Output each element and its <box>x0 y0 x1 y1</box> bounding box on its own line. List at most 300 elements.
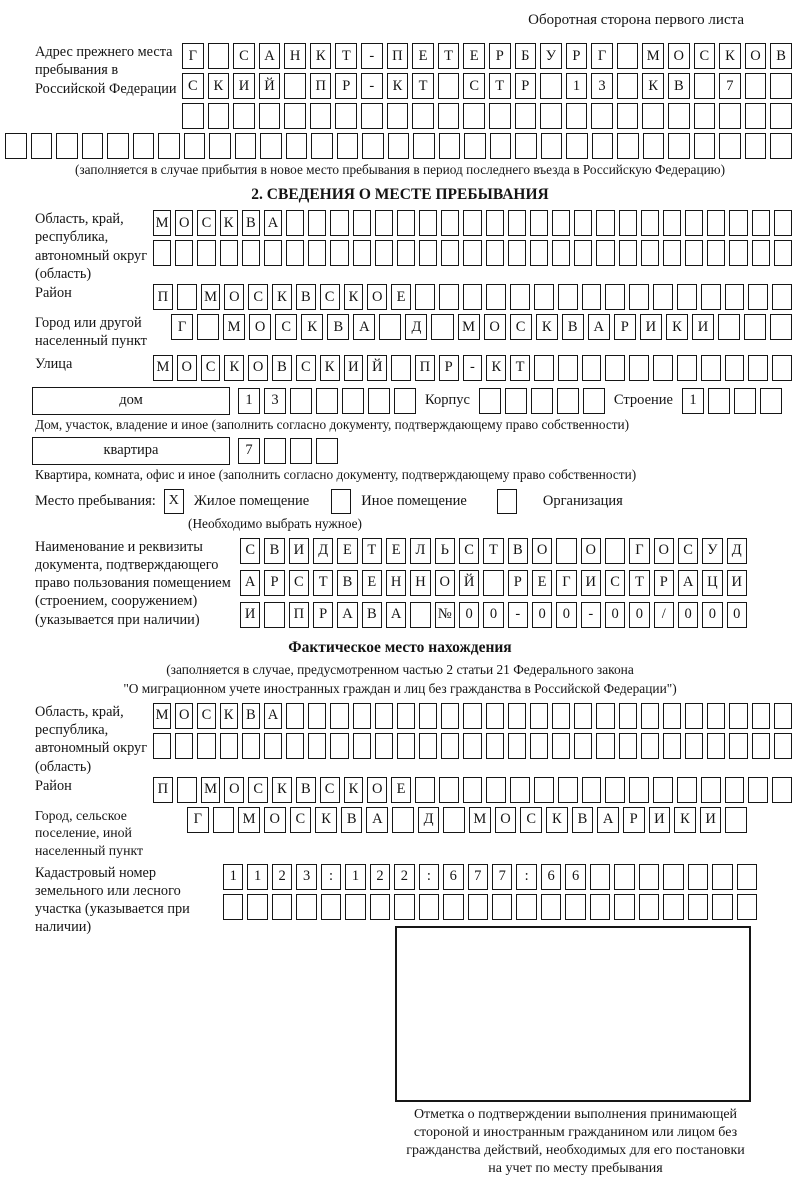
char-cell[interactable] <box>486 284 506 310</box>
char-cell[interactable] <box>663 733 681 759</box>
char-cell[interactable]: К <box>344 284 364 310</box>
char-cell[interactable] <box>774 210 792 236</box>
char-cell[interactable] <box>592 133 614 159</box>
char-cell[interactable]: А <box>353 314 375 340</box>
char-cell[interactable]: В <box>242 210 260 236</box>
char-cell[interactable] <box>629 355 649 381</box>
char-cell[interactable] <box>463 703 481 729</box>
char-cell[interactable] <box>308 733 326 759</box>
char-cell[interactable]: С <box>197 703 215 729</box>
char-cell[interactable] <box>153 733 171 759</box>
char-cell[interactable] <box>242 240 260 266</box>
char-cell[interactable] <box>701 355 721 381</box>
char-cell[interactable]: А <box>588 314 610 340</box>
char-cell[interactable] <box>596 240 614 266</box>
char-cell[interactable]: К <box>546 807 568 833</box>
char-cell[interactable]: К <box>536 314 558 340</box>
char-cell[interactable] <box>617 73 639 99</box>
char-cell[interactable]: Т <box>489 73 511 99</box>
char-cell[interactable]: В <box>562 314 584 340</box>
char-cell[interactable] <box>413 133 435 159</box>
char-cell[interactable] <box>677 284 697 310</box>
char-cell[interactable] <box>582 355 602 381</box>
char-cell[interactable] <box>370 894 390 920</box>
char-cell[interactable]: Е <box>391 777 411 803</box>
char-cell[interactable] <box>596 703 614 729</box>
char-cell[interactable]: 7 <box>492 864 512 890</box>
char-cell[interactable] <box>463 240 481 266</box>
char-cell[interactable] <box>286 133 308 159</box>
char-cell[interactable]: 0 <box>629 602 649 628</box>
char-cell[interactable]: И <box>581 570 601 596</box>
char-cell[interactable] <box>565 894 585 920</box>
char-cell[interactable] <box>614 864 634 890</box>
char-cell[interactable] <box>153 240 171 266</box>
char-cell[interactable] <box>619 210 637 236</box>
char-cell[interactable]: Й <box>367 355 387 381</box>
char-cell[interactable]: В <box>296 284 316 310</box>
char-cell[interactable] <box>774 733 792 759</box>
char-cell[interactable] <box>177 284 197 310</box>
char-cell[interactable]: А <box>259 43 281 69</box>
char-cell[interactable] <box>508 210 526 236</box>
char-cell[interactable]: Г <box>182 43 204 69</box>
char-cell[interactable]: 1 <box>223 864 243 890</box>
char-cell[interactable] <box>642 103 664 129</box>
char-cell[interactable]: 1 <box>682 388 704 414</box>
char-cell[interactable]: Г <box>591 43 613 69</box>
char-cell[interactable]: Д <box>313 538 333 564</box>
char-cell[interactable] <box>410 602 430 628</box>
char-cell[interactable] <box>639 864 659 890</box>
char-cell[interactable]: В <box>242 703 260 729</box>
char-cell[interactable]: И <box>727 570 747 596</box>
char-cell[interactable]: Й <box>459 570 479 596</box>
char-cell[interactable]: К <box>666 314 688 340</box>
char-cell[interactable]: Т <box>510 355 530 381</box>
char-cell[interactable]: А <box>678 570 698 596</box>
char-cell[interactable]: Р <box>335 73 357 99</box>
char-cell[interactable] <box>175 733 193 759</box>
char-cell[interactable] <box>574 210 592 236</box>
char-cell[interactable]: С <box>605 570 625 596</box>
char-cell[interactable]: - <box>463 355 483 381</box>
char-cell[interactable]: А <box>337 602 357 628</box>
char-cell[interactable] <box>617 103 639 129</box>
char-cell[interactable]: С <box>248 777 268 803</box>
char-cell[interactable] <box>566 103 588 129</box>
char-cell[interactable] <box>515 103 537 129</box>
char-cell[interactable]: В <box>770 43 792 69</box>
char-cell[interactable]: К <box>208 73 230 99</box>
char-cell[interactable] <box>558 355 578 381</box>
char-cell[interactable] <box>557 388 579 414</box>
char-cell[interactable] <box>308 240 326 266</box>
char-cell[interactable] <box>345 894 365 920</box>
char-cell[interactable] <box>629 777 649 803</box>
char-cell[interactable] <box>441 733 459 759</box>
char-cell[interactable]: К <box>301 314 323 340</box>
char-cell[interactable] <box>379 314 401 340</box>
char-cell[interactable] <box>375 703 393 729</box>
char-cell[interactable] <box>541 894 561 920</box>
char-cell[interactable] <box>688 864 708 890</box>
char-cell[interactable] <box>158 133 180 159</box>
char-cell[interactable]: Т <box>412 73 434 99</box>
char-cell[interactable] <box>534 355 554 381</box>
char-cell[interactable] <box>605 355 625 381</box>
char-cell[interactable]: К <box>642 73 664 99</box>
char-cell[interactable] <box>770 73 792 99</box>
char-cell[interactable]: И <box>240 602 260 628</box>
char-cell[interactable] <box>653 284 673 310</box>
char-cell[interactable]: П <box>289 602 309 628</box>
char-cell[interactable] <box>605 777 625 803</box>
char-cell[interactable] <box>361 103 383 129</box>
char-cell[interactable] <box>419 703 437 729</box>
char-cell[interactable] <box>419 240 437 266</box>
char-cell[interactable]: К <box>674 807 696 833</box>
char-cell[interactable] <box>82 133 104 159</box>
char-cell[interactable]: Е <box>463 43 485 69</box>
char-cell[interactable]: 7 <box>238 438 260 464</box>
char-cell[interactable] <box>419 894 439 920</box>
char-cell[interactable] <box>486 777 506 803</box>
char-cell[interactable] <box>540 73 562 99</box>
char-cell[interactable] <box>677 355 697 381</box>
char-cell[interactable]: 6 <box>565 864 585 890</box>
char-cell[interactable]: К <box>310 43 332 69</box>
char-cell[interactable] <box>617 43 639 69</box>
char-cell[interactable] <box>415 284 435 310</box>
char-cell[interactable] <box>264 733 282 759</box>
char-cell[interactable] <box>653 355 673 381</box>
char-cell[interactable]: П <box>310 73 332 99</box>
char-cell[interactable] <box>463 777 483 803</box>
char-cell[interactable] <box>541 133 563 159</box>
char-cell[interactable] <box>235 133 257 159</box>
char-cell[interactable] <box>752 240 770 266</box>
char-cell[interactable] <box>260 133 282 159</box>
char-cell[interactable] <box>264 438 286 464</box>
char-cell[interactable] <box>685 733 703 759</box>
char-cell[interactable] <box>392 807 414 833</box>
organizatsiya-checkbox[interactable] <box>497 489 517 514</box>
char-cell[interactable]: 1 <box>238 388 260 414</box>
char-cell[interactable] <box>619 733 637 759</box>
char-cell[interactable] <box>663 240 681 266</box>
char-cell[interactable] <box>375 733 393 759</box>
char-cell[interactable] <box>330 240 348 266</box>
char-cell[interactable]: Т <box>313 570 333 596</box>
char-cell[interactable] <box>412 103 434 129</box>
char-cell[interactable] <box>242 733 260 759</box>
char-cell[interactable] <box>247 894 267 920</box>
char-cell[interactable] <box>694 73 716 99</box>
char-cell[interactable] <box>177 777 197 803</box>
char-cell[interactable] <box>701 777 721 803</box>
char-cell[interactable]: Г <box>629 538 649 564</box>
char-cell[interactable]: Е <box>412 43 434 69</box>
char-cell[interactable] <box>439 777 459 803</box>
char-cell[interactable] <box>486 733 504 759</box>
char-cell[interactable]: К <box>272 284 292 310</box>
char-cell[interactable] <box>663 864 683 890</box>
char-cell[interactable]: О <box>177 355 197 381</box>
char-cell[interactable]: К <box>344 777 364 803</box>
char-cell[interactable]: В <box>272 355 292 381</box>
char-cell[interactable]: С <box>201 355 221 381</box>
char-cell[interactable] <box>394 894 414 920</box>
char-cell[interactable] <box>316 388 338 414</box>
char-cell[interactable] <box>516 894 536 920</box>
char-cell[interactable]: Н <box>284 43 306 69</box>
char-cell[interactable] <box>745 103 767 129</box>
char-cell[interactable]: Р <box>623 807 645 833</box>
char-cell[interactable]: И <box>640 314 662 340</box>
char-cell[interactable]: Л <box>410 538 430 564</box>
char-cell[interactable]: Г <box>556 570 576 596</box>
char-cell[interactable] <box>286 733 304 759</box>
char-cell[interactable]: Н <box>386 570 406 596</box>
char-cell[interactable] <box>463 733 481 759</box>
char-cell[interactable] <box>391 355 411 381</box>
char-cell[interactable] <box>718 314 740 340</box>
char-cell[interactable] <box>486 240 504 266</box>
char-cell[interactable] <box>729 733 747 759</box>
char-cell[interactable]: Й <box>259 73 281 99</box>
char-cell[interactable] <box>725 807 747 833</box>
char-cell[interactable] <box>641 210 659 236</box>
char-cell[interactable] <box>264 240 282 266</box>
char-cell[interactable] <box>330 733 348 759</box>
char-cell[interactable]: - <box>361 43 383 69</box>
char-cell[interactable] <box>182 103 204 129</box>
char-cell[interactable]: - <box>581 602 601 628</box>
char-cell[interactable] <box>770 103 792 129</box>
char-cell[interactable] <box>220 240 238 266</box>
char-cell[interactable] <box>653 777 673 803</box>
char-cell[interactable] <box>668 103 690 129</box>
char-cell[interactable]: Р <box>508 570 528 596</box>
char-cell[interactable] <box>694 103 716 129</box>
char-cell[interactable] <box>558 777 578 803</box>
char-cell[interactable] <box>264 602 284 628</box>
char-cell[interactable]: И <box>233 73 255 99</box>
char-cell[interactable] <box>330 210 348 236</box>
char-cell[interactable]: Р <box>489 43 511 69</box>
char-cell[interactable]: К <box>224 355 244 381</box>
char-cell[interactable]: : <box>419 864 439 890</box>
char-cell[interactable]: А <box>386 602 406 628</box>
char-cell[interactable] <box>685 703 703 729</box>
char-cell[interactable]: Н <box>410 570 430 596</box>
char-cell[interactable] <box>737 894 757 920</box>
char-cell[interactable]: 3 <box>264 388 286 414</box>
char-cell[interactable]: М <box>469 807 491 833</box>
char-cell[interactable] <box>397 240 415 266</box>
char-cell[interactable] <box>438 73 460 99</box>
char-cell[interactable]: И <box>289 538 309 564</box>
char-cell[interactable] <box>353 733 371 759</box>
char-cell[interactable]: Т <box>629 570 649 596</box>
char-cell[interactable] <box>489 103 511 129</box>
char-cell[interactable] <box>530 210 548 236</box>
char-cell[interactable]: С <box>320 777 340 803</box>
char-cell[interactable]: Д <box>405 314 427 340</box>
char-cell[interactable]: О <box>484 314 506 340</box>
char-cell[interactable] <box>397 210 415 236</box>
char-cell[interactable]: О <box>175 210 193 236</box>
char-cell[interactable]: 1 <box>345 864 365 890</box>
char-cell[interactable]: М <box>153 210 171 236</box>
char-cell[interactable] <box>725 284 745 310</box>
char-cell[interactable] <box>707 210 725 236</box>
char-cell[interactable] <box>175 240 193 266</box>
char-cell[interactable] <box>719 103 741 129</box>
char-cell[interactable] <box>439 133 461 159</box>
char-cell[interactable]: П <box>153 777 173 803</box>
char-cell[interactable]: В <box>337 570 357 596</box>
char-cell[interactable]: П <box>415 355 435 381</box>
char-cell[interactable]: В <box>296 777 316 803</box>
char-cell[interactable] <box>708 388 730 414</box>
char-cell[interactable]: С <box>248 284 268 310</box>
char-cell[interactable]: 7 <box>468 864 488 890</box>
char-cell[interactable]: В <box>341 807 363 833</box>
char-cell[interactable] <box>209 133 231 159</box>
char-cell[interactable]: К <box>220 210 238 236</box>
char-cell[interactable]: Т <box>335 43 357 69</box>
char-cell[interactable] <box>591 103 613 129</box>
char-cell[interactable]: К <box>220 703 238 729</box>
char-cell[interactable]: О <box>367 284 387 310</box>
char-cell[interactable]: - <box>361 73 383 99</box>
char-cell[interactable] <box>387 103 409 129</box>
char-cell[interactable]: С <box>289 570 309 596</box>
char-cell[interactable] <box>617 133 639 159</box>
char-cell[interactable] <box>552 240 570 266</box>
char-cell[interactable]: Д <box>727 538 747 564</box>
char-cell[interactable] <box>641 703 659 729</box>
char-cell[interactable] <box>419 733 437 759</box>
char-cell[interactable]: Р <box>264 570 284 596</box>
char-cell[interactable]: С <box>678 538 698 564</box>
char-cell[interactable] <box>729 703 747 729</box>
char-cell[interactable] <box>752 210 770 236</box>
char-cell[interactable] <box>641 240 659 266</box>
char-cell[interactable] <box>490 133 512 159</box>
char-cell[interactable] <box>605 538 625 564</box>
char-cell[interactable]: О <box>248 355 268 381</box>
char-cell[interactable] <box>590 864 610 890</box>
char-cell[interactable] <box>530 240 548 266</box>
char-cell[interactable]: 0 <box>483 602 503 628</box>
char-cell[interactable]: Е <box>337 538 357 564</box>
char-cell[interactable] <box>685 240 703 266</box>
char-cell[interactable] <box>397 703 415 729</box>
char-cell[interactable] <box>725 355 745 381</box>
char-cell[interactable]: С <box>197 210 215 236</box>
char-cell[interactable] <box>774 240 792 266</box>
char-cell[interactable] <box>677 777 697 803</box>
char-cell[interactable] <box>619 703 637 729</box>
char-cell[interactable] <box>296 894 316 920</box>
char-cell[interactable]: Р <box>614 314 636 340</box>
char-cell[interactable]: И <box>692 314 714 340</box>
char-cell[interactable] <box>744 314 766 340</box>
char-cell[interactable] <box>486 703 504 729</box>
char-cell[interactable] <box>663 703 681 729</box>
char-cell[interactable]: К <box>387 73 409 99</box>
char-cell[interactable] <box>534 777 554 803</box>
char-cell[interactable]: 7 <box>719 73 741 99</box>
char-cell[interactable] <box>486 210 504 236</box>
char-cell[interactable] <box>259 103 281 129</box>
char-cell[interactable]: : <box>321 864 341 890</box>
char-cell[interactable]: С <box>459 538 479 564</box>
char-cell[interactable]: М <box>458 314 480 340</box>
char-cell[interactable]: О <box>532 538 552 564</box>
char-cell[interactable] <box>415 777 435 803</box>
char-cell[interactable] <box>530 733 548 759</box>
char-cell[interactable]: М <box>153 355 173 381</box>
char-cell[interactable] <box>375 240 393 266</box>
char-cell[interactable] <box>197 733 215 759</box>
char-cell[interactable] <box>725 777 745 803</box>
char-cell[interactable]: В <box>668 73 690 99</box>
char-cell[interactable] <box>552 733 570 759</box>
char-cell[interactable]: Р <box>313 602 333 628</box>
char-cell[interactable] <box>508 240 526 266</box>
char-cell[interactable]: Е <box>532 570 552 596</box>
char-cell[interactable]: Р <box>439 355 459 381</box>
char-cell[interactable] <box>56 133 78 159</box>
char-cell[interactable] <box>330 703 348 729</box>
char-cell[interactable] <box>184 133 206 159</box>
char-cell[interactable]: В <box>327 314 349 340</box>
char-cell[interactable] <box>770 133 792 159</box>
char-cell[interactable] <box>745 73 767 99</box>
char-cell[interactable]: К <box>272 777 292 803</box>
char-cell[interactable] <box>508 703 526 729</box>
char-cell[interactable] <box>362 133 384 159</box>
char-cell[interactable] <box>464 133 486 159</box>
char-cell[interactable] <box>483 570 503 596</box>
char-cell[interactable] <box>286 703 304 729</box>
char-cell[interactable] <box>438 103 460 129</box>
char-cell[interactable] <box>582 777 602 803</box>
char-cell[interactable] <box>574 733 592 759</box>
char-cell[interactable] <box>556 538 576 564</box>
char-cell[interactable] <box>531 388 553 414</box>
char-cell[interactable] <box>552 210 570 236</box>
char-cell[interactable] <box>337 133 359 159</box>
char-cell[interactable]: Е <box>362 570 382 596</box>
char-cell[interactable]: 0 <box>727 602 747 628</box>
char-cell[interactable]: : <box>516 864 536 890</box>
char-cell[interactable] <box>463 103 485 129</box>
char-cell[interactable] <box>530 703 548 729</box>
char-cell[interactable] <box>197 240 215 266</box>
char-cell[interactable]: А <box>366 807 388 833</box>
char-cell[interactable]: 6 <box>541 864 561 890</box>
char-cell[interactable] <box>220 733 238 759</box>
char-cell[interactable] <box>316 438 338 464</box>
char-cell[interactable] <box>641 733 659 759</box>
char-cell[interactable]: В <box>362 602 382 628</box>
char-cell[interactable]: М <box>223 314 245 340</box>
